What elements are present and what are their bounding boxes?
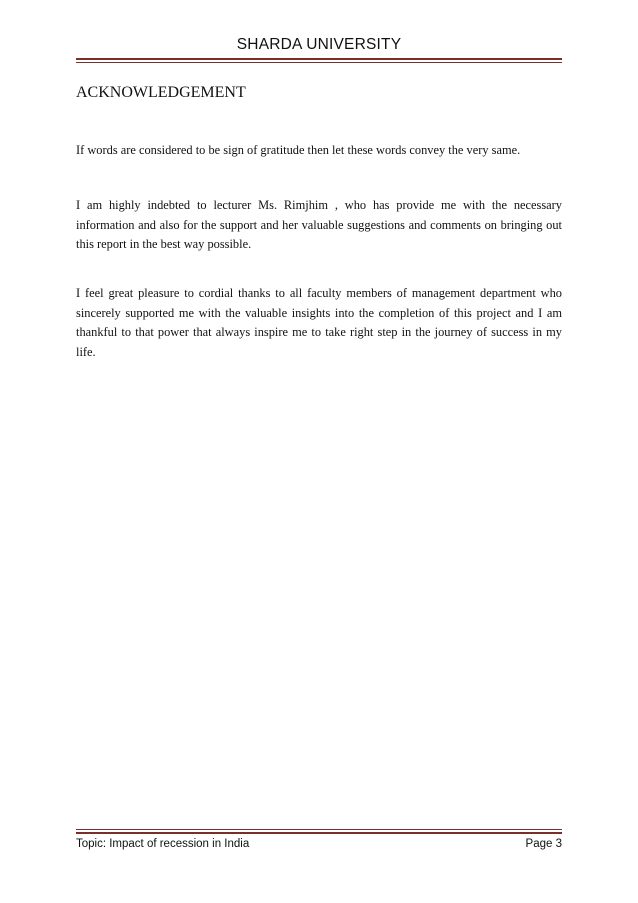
header-title: SHARDA UNIVERSITY <box>236 36 402 53</box>
footer-page-number: Page 3 <box>525 838 562 850</box>
paragraph-3: I feel great pleasure to cordial thanks to all faculty members of management department who sincerely supported me with the valuable insights into the completion of this project and I am thankful to that power that always inspire me to take right step in the journey of success in my life. <box>76 286 562 359</box>
footer-topic: Topic: Impact of recession in India <box>76 838 250 850</box>
header-rule-thick <box>76 58 562 60</box>
footer-rule-thin <box>76 829 562 830</box>
paragraph-2: I am highly indebted to lecturer Ms. Rimjhim , who has provide me with the necessary information and also for the support and her valuable suggestions and comments on bringing out this report in the best way possible. <box>76 198 562 251</box>
header-rule-thin <box>76 62 562 63</box>
paragraph-1: If words are considered to be sign of gratitude then let these words convey the very same. <box>76 143 521 157</box>
footer-rule-thick <box>76 832 562 834</box>
page-heading: ACKNOWLEDGEMENT <box>76 84 246 101</box>
